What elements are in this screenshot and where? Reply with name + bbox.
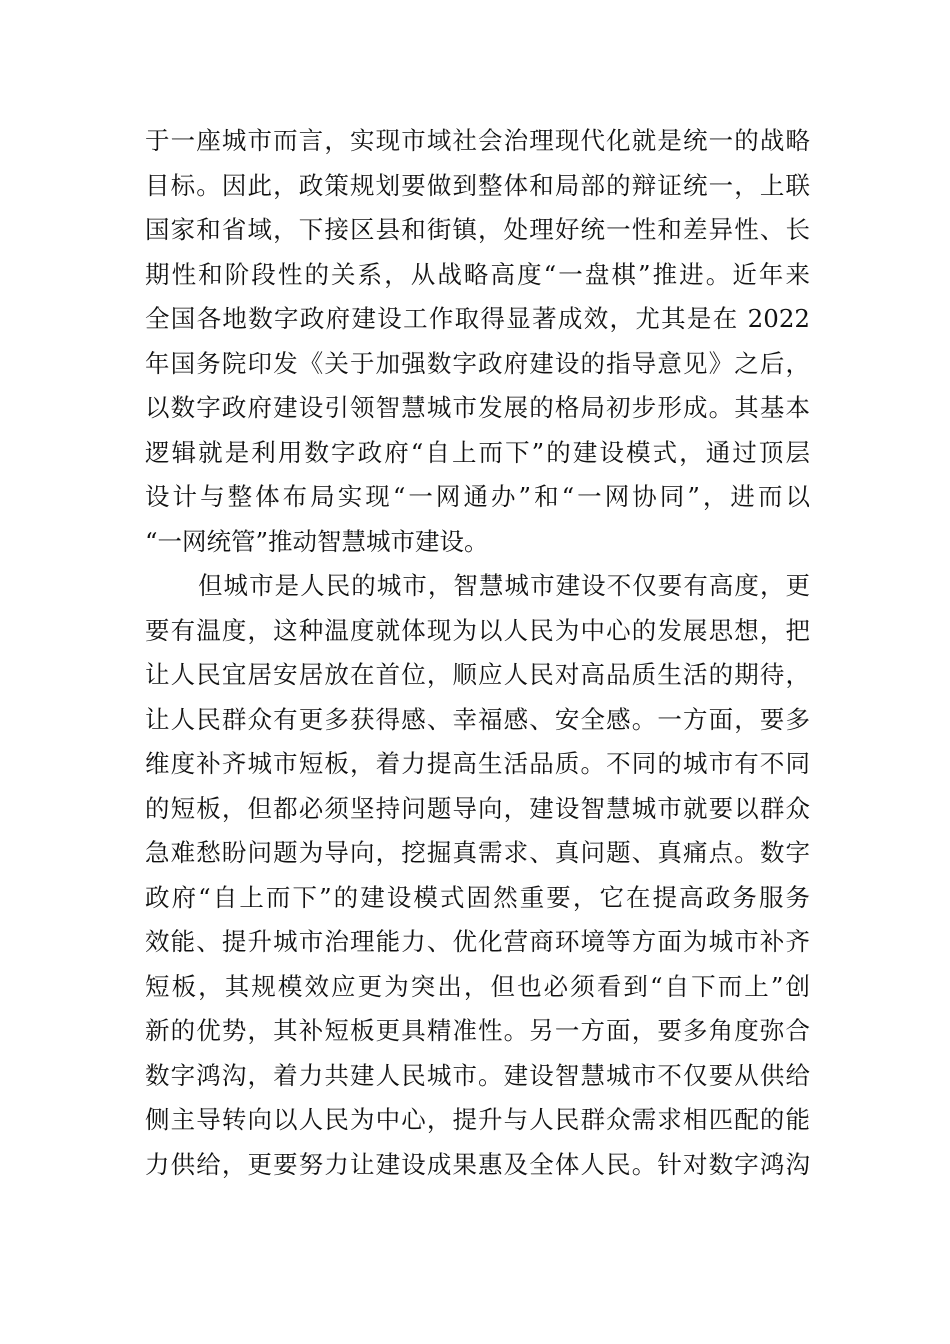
- text-line: 急难愁盼问题为导向，挖掘真需求、真问题、真痛点。数字: [145, 838, 810, 867]
- text-line: 设计与整体布局实现“一网通办”和“一网协同”，进而以: [145, 482, 810, 511]
- paragraph-2: [145, 564, 810, 1187]
- text-line: 以数字政府建设引领智慧城市发展的格局初步形成。其基本: [145, 393, 810, 422]
- text-line: 效能、提升城市治理能力、优化营商环境等方面为城市补齐: [145, 927, 810, 956]
- text-line: 维度补齐城市短板，着力提高生活品质。不同的城市有不同: [145, 749, 810, 778]
- text-line: 期性和阶段性的关系，从战略高度“一盘棋”推进。近年来: [145, 259, 810, 289]
- text-line: 的短板，但都必须坚持问题导向，建设智慧城市就要以群众: [145, 793, 810, 823]
- text-line: 数字鸿沟，着力共建人民城市。建设智慧城市不仅要从供给: [145, 1060, 810, 1090]
- paragraph-1: [145, 119, 810, 564]
- text-line: 侧主导转向以人民为中心，提升与人民群众需求相匹配的能: [145, 1105, 810, 1134]
- text-line: 国家和省域，下接区县和街镇，处理好统一性和差异性、长: [145, 215, 810, 244]
- text-line: 让人民宜居安居放在首位，顺应人民对高品质生活的期待，: [145, 660, 810, 689]
- text-line: 要有温度，这种温度就体现为以人民为中心的发展思想，把: [145, 615, 810, 645]
- text-line: 让人民群众有更多获得感、幸福感、安全感。一方面，要多: [145, 704, 810, 734]
- text-line: 政府“自上而下”的建设模式固然重要，它在提高政务服务: [145, 882, 810, 912]
- text-line: “一网统管”推动智慧城市建设。: [145, 526, 489, 556]
- text-line: 于一座城市而言，实现市域社会治理现代化就是统一的战略: [145, 126, 810, 155]
- text-line: 目标。因此，政策规划要做到整体和局部的辩证统一，上联: [145, 170, 810, 200]
- text-line: 短板，其规模效应更为突出，但也必须看到“自下而上”创: [145, 971, 810, 1001]
- text-line: 逻辑就是利用数字政府“自上而下”的建设模式，通过顶层: [145, 437, 810, 467]
- text-line: 年国务院印发《关于加强数字政府建设的指导意见》之后，: [145, 348, 810, 378]
- text-line: 新的优势，其补短板更具精准性。另一方面，要多角度弥合: [145, 1016, 810, 1045]
- text-line: 但城市是人民的城市，智慧城市建设不仅要有高度，更: [198, 571, 810, 600]
- body-text: [145, 119, 810, 1187]
- text-line: 全国各地数字政府建设工作取得显著成效，尤其是在 2022: [145, 304, 810, 333]
- text-line: 力供给，更要努力让建设成果惠及全体人民。针对数字鸿沟: [145, 1149, 810, 1179]
